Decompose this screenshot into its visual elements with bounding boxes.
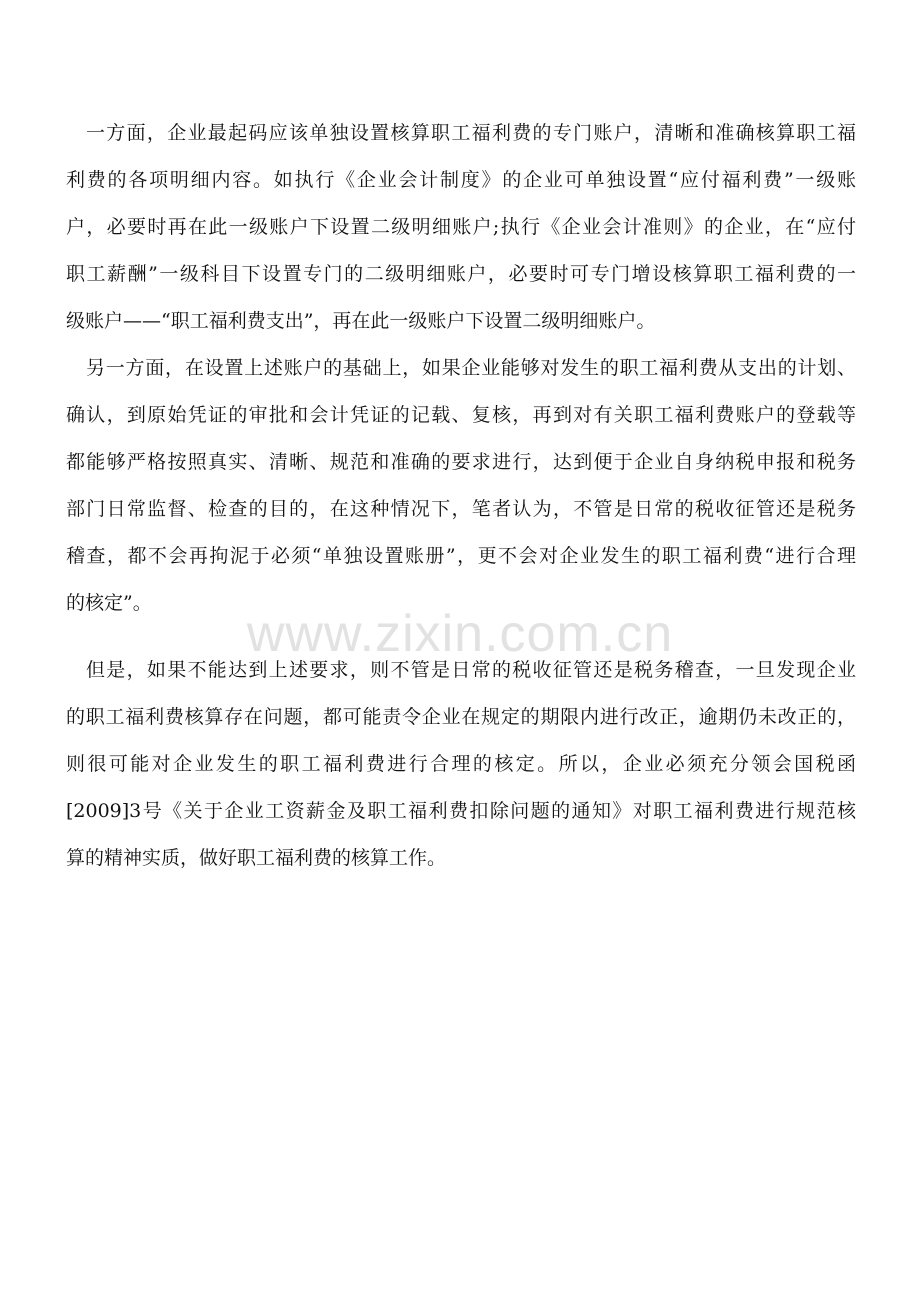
text-line: 稽查，都不会再拘泥于必须“单独设置账册”，更不会对企业发生的职工福利费“进行合理: [66, 545, 856, 567]
text-line: 的职工福利费核算存在问题，都可能责令企业在规定的期限内进行改正，逾期仍未改正的，: [66, 706, 856, 728]
text-line: 另一方面，在设置上述账户的基础上，如果企业能够对发生的职工福利费从支出的计划、: [86, 357, 856, 379]
text-line: 户，必要时再在此一级账户下设置二级明细账户;执行《企业会计准则》的企业，在“应付: [66, 216, 856, 238]
text-line: [2009]3号《关于企业工资薪金及职工福利费扣除问题的通知》对职工福利费进行规范核: [66, 800, 856, 822]
watermark: www.zixin.com.cn: [246, 605, 674, 663]
text-line: 确认，到原始凭证的审批和会计凭证的记载、复核，再到对有关职工福利费账户的登载等: [66, 404, 856, 426]
text-line: 级账户——“职工福利费支出”，再在此一级账户下设置二级明细账户。: [66, 310, 656, 332]
text-line: 部门日常监督、检查的目的，在这种情况下，笔者认为，不管是日常的税收征管还是税务: [66, 498, 856, 520]
text-line: 职工薪酬”一级科目下设置专门的二级明细账户，必要时可专门增设核算职工福利费的一: [66, 263, 856, 285]
text-line: 则很可能对企业发生的职工福利费进行合理的核定。所以，企业必须充分领会国税函: [66, 753, 856, 775]
text-line: 的核定”。: [66, 592, 152, 614]
text-line: 算的精神实质，做好职工福利费的核算工作。: [66, 847, 447, 869]
text-line: 利费的各项明细内容。如执行《企业会计制度》的企业可单独设置“应付福利费”一级账: [66, 169, 856, 191]
text-line: 都能够严格按照真实、清晰、规范和准确的要求进行，达到便于企业自身纳税申报和税务: [66, 451, 856, 473]
text-line: 但是，如果不能达到上述要求，则不管是日常的税收征管还是税务稽查，一旦发现企业: [86, 659, 856, 681]
text-line: 一方面，企业最起码应该单独设置核算职工福利费的专门账户，清晰和准确核算职工福: [86, 122, 856, 144]
